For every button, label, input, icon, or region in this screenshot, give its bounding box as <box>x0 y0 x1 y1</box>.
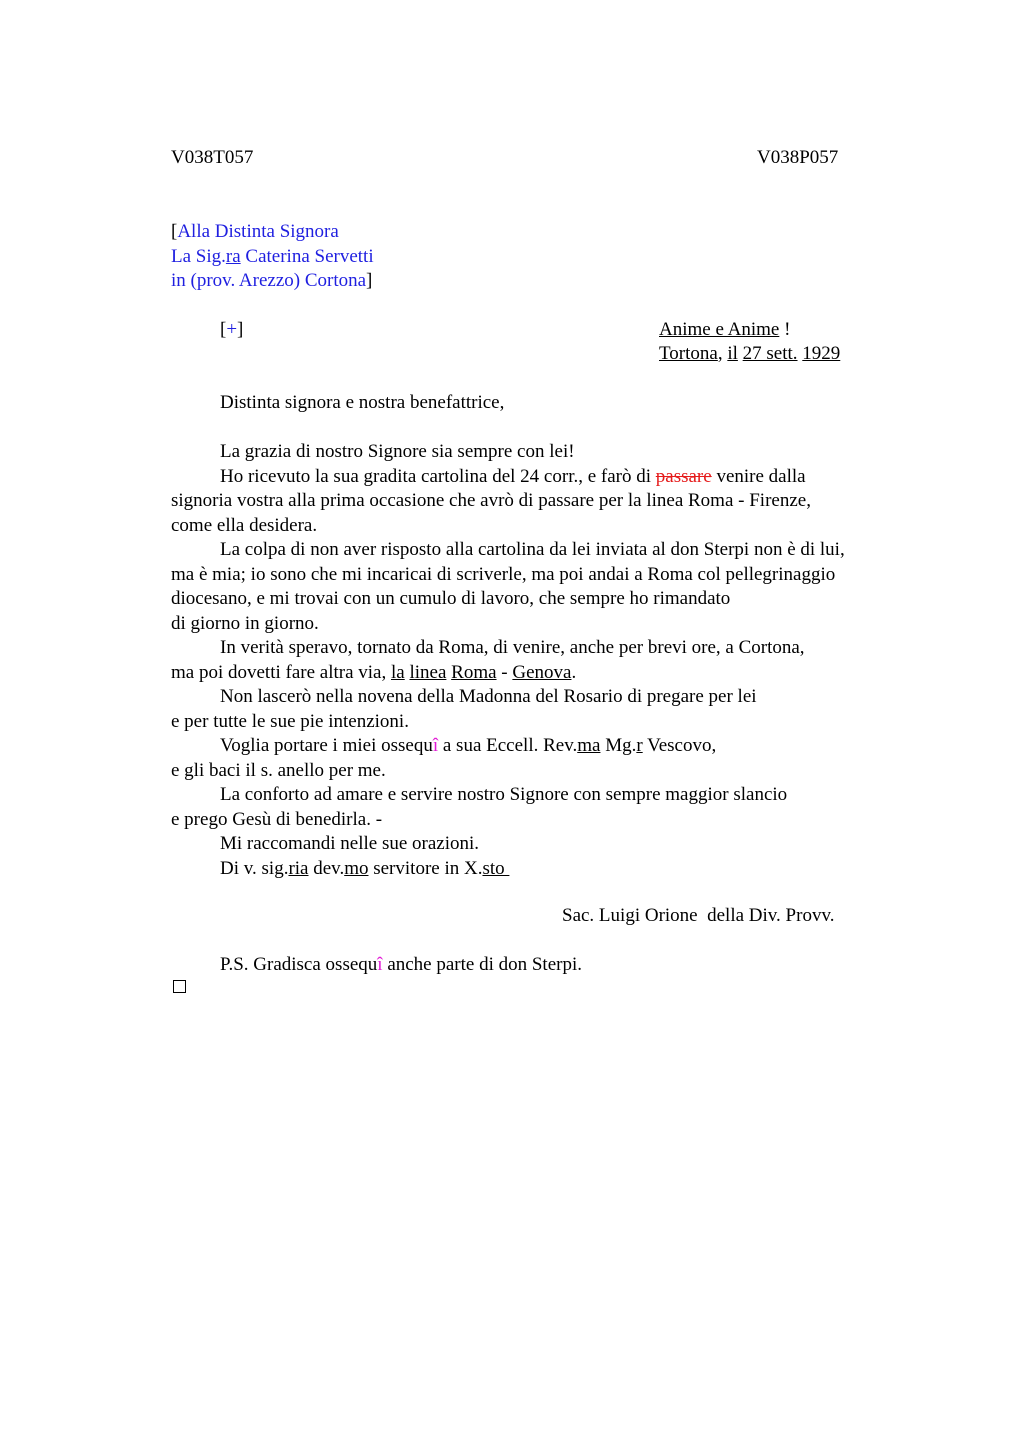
letter-body <box>171 440 931 881</box>
body-line: come ella desidera. <box>171 514 318 536</box>
body-line: signoria vostra alla prima occasione che avrò di passare per la linea Roma - Firenze, <box>171 490 811 511</box>
body-line: Di v. sig.ria dev.mo servitore in X.sto <box>220 857 510 879</box>
signature: Sac. Luigi Orione della Div. Provv. <box>562 905 835 926</box>
address-line-3: in (prov. Arezzo) Cortona] <box>171 270 373 291</box>
body-line: La grazia di nostro Signore sia sempre con lei! <box>220 441 575 462</box>
body-line: Mi raccomandi nelle sue orazioni. <box>220 833 480 854</box>
body-line: In verità speravo, tornato da Roma, di venire, anche per brevi ore, a Cortona, <box>220 637 805 658</box>
body-line: Voglia portare i miei ossequî a sua Eccell. Rev.ma Mg.r Vescovo, <box>220 735 717 756</box>
body-line: e gli baci il s. anello per me. <box>171 759 386 781</box>
cross-icon: + <box>226 319 238 340</box>
document-code-left: V038T057 <box>171 147 254 168</box>
document-code-right: V038P057 <box>757 147 839 168</box>
address-line-1: [Alla Distinta Signora <box>171 221 339 242</box>
square-icon <box>173 980 186 993</box>
body-line: e prego Gesù di benedirla. - <box>171 808 383 830</box>
body-line: La colpa di non aver risposto alla cartolina da lei inviata al don Sterpi non è di lui, <box>220 539 845 560</box>
body-line: ma poi dovetti fare altra via, la linea Roma - Genova. <box>171 661 577 683</box>
place-date: Tortona, il 27 sett. 1929 <box>659 343 841 364</box>
struck-word: passare <box>655 465 712 487</box>
greeting: Distinta signora e nostra benefattrice, <box>220 392 505 413</box>
body-line: Non lascerò nella novena della Madonna del Rosario di pregare per lei <box>220 686 757 707</box>
body-line: Ho ricevuto la sua gradita cartolina del 24 corr., e farò di passare venire dalla <box>220 465 806 487</box>
body-line: di giorno in giorno. <box>171 612 319 634</box>
cross-mark: [+] <box>220 319 244 340</box>
body-line: ma è mia; io sono che mi incaricai di scriverle, ma poi andai a Roma col pellegrinaggio <box>171 563 836 585</box>
body-line: e per tutte le sue pie intenzioni. <box>171 710 409 732</box>
postscript: P.S. Gradisca ossequî anche parte di don Sterpi. <box>220 954 582 975</box>
body-line: diocesano, e mi trovai con un cumulo di lavoro, che sempre ho rimandato <box>171 588 731 609</box>
address-line-2: La Sig.ra Caterina Servetti <box>171 246 374 267</box>
body-line: La conforto ad amare e servire nostro Signore con sempre maggior slancio <box>220 784 788 805</box>
motto: Anime e Anime ! <box>659 319 791 340</box>
